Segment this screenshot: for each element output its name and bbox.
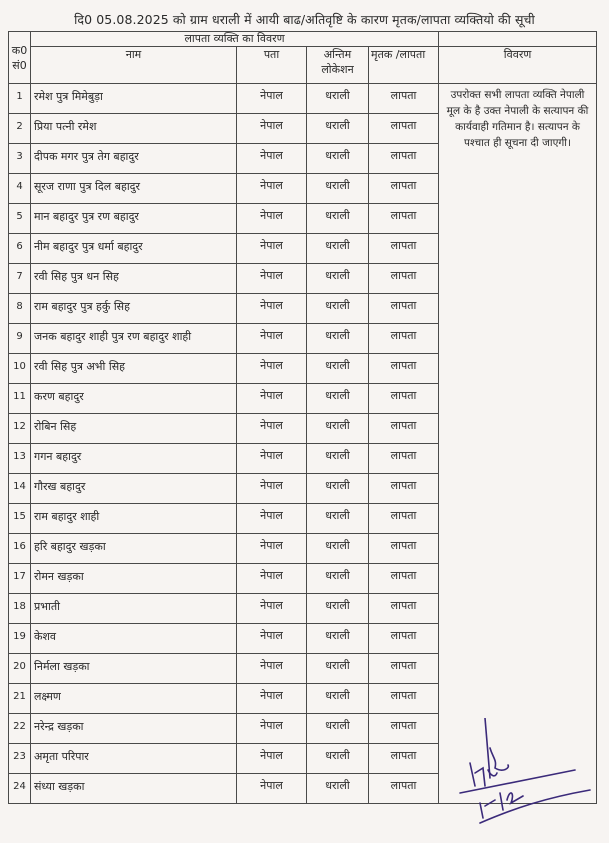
status-cell: लापता — [369, 654, 439, 684]
last-location-cell: धराली — [307, 264, 369, 294]
name-cell: रमेश पुत्र मिमेबुड़ा — [31, 84, 237, 114]
missing-persons-table — [8, 31, 597, 804]
header-missing-person-details: लापता व्यक्ति का विवरण — [31, 32, 439, 47]
serial-number-cell: 20 — [9, 654, 31, 684]
status-cell: लापता — [369, 204, 439, 234]
status-cell: लापता — [369, 84, 439, 114]
last-location-cell: धराली — [307, 114, 369, 144]
serial-number-cell: 13 — [9, 444, 31, 474]
address-cell: नेपाल — [237, 264, 307, 294]
address-cell: नेपाल — [237, 174, 307, 204]
header-remarks: विवरण — [439, 47, 597, 84]
serial-number-cell: 7 — [9, 264, 31, 294]
address-cell: नेपाल — [237, 324, 307, 354]
status-cell: लापता — [369, 294, 439, 324]
serial-number-cell: 24 — [9, 774, 31, 804]
name-cell: गौरख बहादुर — [31, 474, 237, 504]
address-cell: नेपाल — [237, 84, 307, 114]
last-location-cell: धराली — [307, 144, 369, 174]
name-cell: गगन बहादुर — [31, 444, 237, 474]
status-cell: लापता — [369, 774, 439, 804]
serial-number-cell: 14 — [9, 474, 31, 504]
last-location-cell: धराली — [307, 774, 369, 804]
serial-number-cell: 5 — [9, 204, 31, 234]
name-cell: निर्मला खड़का — [31, 654, 237, 684]
header-address: पता — [237, 47, 307, 84]
status-cell: लापता — [369, 234, 439, 264]
last-location-cell: धराली — [307, 564, 369, 594]
name-cell: केशव — [31, 624, 237, 654]
last-location-cell: धराली — [307, 474, 369, 504]
name-cell: नीम बहादुर पुत्र धर्मा बहादुर — [31, 234, 237, 264]
serial-number-cell: 21 — [9, 684, 31, 714]
address-cell: नेपाल — [237, 144, 307, 174]
last-location-cell: धराली — [307, 504, 369, 534]
serial-number-cell: 6 — [9, 234, 31, 264]
serial-number-cell: 22 — [9, 714, 31, 744]
serial-number-cell: 4 — [9, 174, 31, 204]
address-cell: नेपाल — [237, 744, 307, 774]
last-location-cell: धराली — [307, 204, 369, 234]
serial-number-cell: 19 — [9, 624, 31, 654]
last-location-cell: धराली — [307, 444, 369, 474]
status-cell: लापता — [369, 324, 439, 354]
status-cell: लापता — [369, 684, 439, 714]
status-cell: लापता — [369, 564, 439, 594]
name-cell: मान बहादुर पुत्र रण बहादुर — [31, 204, 237, 234]
last-location-cell: धराली — [307, 174, 369, 204]
document-title: दि0 05.08.2025 को ग्राम धराली में आयी बाढ/अतिवृष्टि के कारण मृतक/लापता व्यक्तियो की सूची — [74, 12, 535, 27]
serial-number-cell: 8 — [9, 294, 31, 324]
address-cell: नेपाल — [237, 774, 307, 804]
last-location-cell: धराली — [307, 84, 369, 114]
name-cell: करण बहादुर — [31, 384, 237, 414]
name-cell: प्रभाती — [31, 594, 237, 624]
status-cell: लापता — [369, 354, 439, 384]
status-cell: लापता — [369, 474, 439, 504]
header-serial-number: क0 सं0 — [9, 32, 31, 84]
status-cell: लापता — [369, 264, 439, 294]
name-cell: सूरज राणा पुत्र दिल बहादुर — [31, 174, 237, 204]
name-cell: रोमन खड़का — [31, 564, 237, 594]
serial-number-cell: 9 — [9, 324, 31, 354]
name-cell: नरेन्द्र खड़का — [31, 714, 237, 744]
remarks-cell: उपरोक्त सभी लापता व्यक्ति नेपाली मूल के है उक्त नेपाली के सत्यापन की कार्यवाही गतिमान है। सत्यापन के पश्चात ही सूचना दी जाएगी। — [439, 84, 597, 804]
address-cell: नेपाल — [237, 474, 307, 504]
signature — [455, 718, 595, 828]
name-cell: लक्ष्मण — [31, 684, 237, 714]
status-cell: लापता — [369, 594, 439, 624]
status-cell: लापता — [369, 174, 439, 204]
header-last-location: अन्तिम लोकेशन — [307, 47, 369, 84]
address-cell: नेपाल — [237, 594, 307, 624]
status-cell: लापता — [369, 624, 439, 654]
last-location-cell: धराली — [307, 684, 369, 714]
name-cell: राम बहादुर पुत्र हर्कु सिह — [31, 294, 237, 324]
status-cell: लापता — [369, 384, 439, 414]
name-cell: दीपक मगर पुत्र तेग बहादुर — [31, 144, 237, 174]
serial-number-cell: 23 — [9, 744, 31, 774]
last-location-cell: धराली — [307, 414, 369, 444]
address-cell: नेपाल — [237, 204, 307, 234]
header-blank — [439, 32, 597, 47]
address-cell: नेपाल — [237, 384, 307, 414]
address-cell: नेपाल — [237, 714, 307, 744]
name-cell: हरि बहादुर खड़का — [31, 534, 237, 564]
last-location-cell: धराली — [307, 534, 369, 564]
status-cell: लापता — [369, 714, 439, 744]
address-cell: नेपाल — [237, 294, 307, 324]
address-cell: नेपाल — [237, 684, 307, 714]
status-cell: लापता — [369, 534, 439, 564]
address-cell: नेपाल — [237, 354, 307, 384]
name-cell: राम बहादुर शाही — [31, 504, 237, 534]
name-cell: अमृता परिपार — [31, 744, 237, 774]
name-cell: संध्या खड़का — [31, 774, 237, 804]
status-cell: लापता — [369, 144, 439, 174]
status-cell: लापता — [369, 444, 439, 474]
name-cell: रोबिन सिह — [31, 414, 237, 444]
status-cell: लापता — [369, 414, 439, 444]
last-location-cell: धराली — [307, 234, 369, 264]
address-cell: नेपाल — [237, 624, 307, 654]
address-cell: नेपाल — [237, 534, 307, 564]
address-cell: नेपाल — [237, 414, 307, 444]
serial-number-cell: 3 — [9, 144, 31, 174]
status-cell: लापता — [369, 744, 439, 774]
address-cell: नेपाल — [237, 114, 307, 144]
address-cell: नेपाल — [237, 234, 307, 264]
name-cell: प्रिया पत्नी रमेश — [31, 114, 237, 144]
serial-number-cell: 1 — [9, 84, 31, 114]
last-location-cell: धराली — [307, 624, 369, 654]
last-location-cell: धराली — [307, 714, 369, 744]
serial-number-cell: 18 — [9, 594, 31, 624]
last-location-cell: धराली — [307, 744, 369, 774]
last-location-cell: धराली — [307, 384, 369, 414]
last-location-cell: धराली — [307, 324, 369, 354]
address-cell: नेपाल — [237, 654, 307, 684]
serial-number-cell: 11 — [9, 384, 31, 414]
status-cell: लापता — [369, 114, 439, 144]
name-cell: जनक बहादुर शाही पुत्र रण बहादुर शाही — [31, 324, 237, 354]
name-cell: रवी सिह पुत्र धन सिह — [31, 264, 237, 294]
serial-number-cell: 16 — [9, 534, 31, 564]
address-cell: नेपाल — [237, 444, 307, 474]
header-name: नाम — [31, 47, 237, 84]
address-cell: नेपाल — [237, 504, 307, 534]
address-cell: नेपाल — [237, 564, 307, 594]
serial-number-cell: 2 — [9, 114, 31, 144]
status-cell: लापता — [369, 504, 439, 534]
name-cell: रवी सिह पुत्र अभी सिह — [31, 354, 237, 384]
serial-number-cell: 12 — [9, 414, 31, 444]
serial-number-cell: 10 — [9, 354, 31, 384]
last-location-cell: धराली — [307, 654, 369, 684]
last-location-cell: धराली — [307, 354, 369, 384]
serial-number-cell: 15 — [9, 504, 31, 534]
serial-number-cell: 17 — [9, 564, 31, 594]
header-status: मृतक /लापता — [369, 47, 439, 84]
last-location-cell: धराली — [307, 294, 369, 324]
table-row — [9, 84, 597, 114]
last-location-cell: धराली — [307, 594, 369, 624]
